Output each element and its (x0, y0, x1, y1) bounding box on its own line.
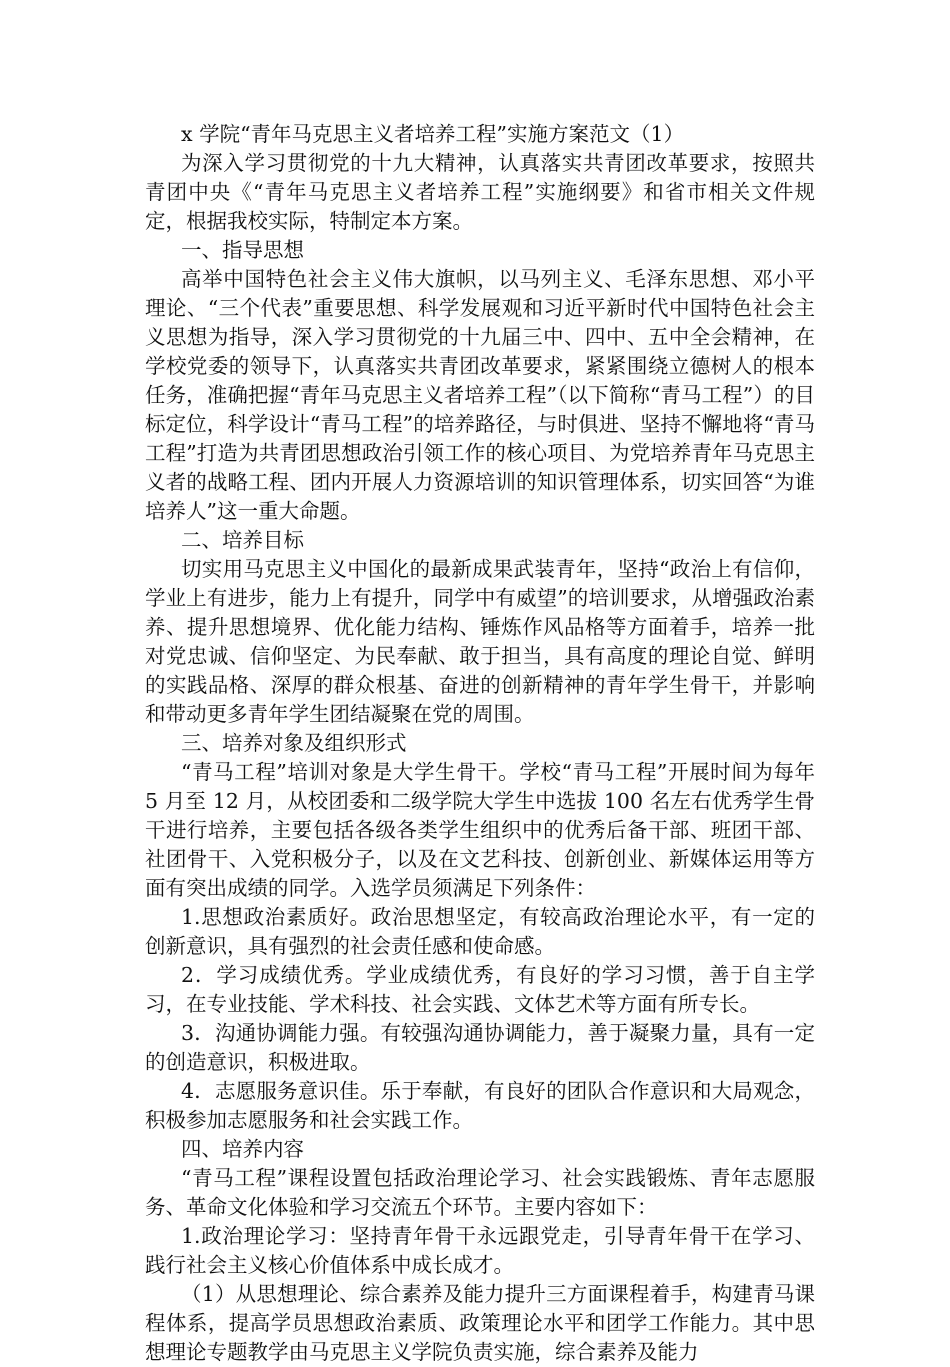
document-body (145, 120, 815, 1367)
paragraph-training-goals: 切实用马克思主义中国化的最新成果武装青年，坚持“政治上有信仰，学业上有进步，能力上有提升，同学中有威望”的培训要求，从增强政治素养、提升思想境界、优化能力结构、锤炼作风品格等方面着手，培养一批对党忠诚、信仰坚定、为民奉献、敢于担当，具有高度的理论自觉、鲜明的实践品格、深厚的群众根基、奋进的创新精神的青年学生骨干，并影响和带动更多青年学生团结凝聚在党的周围。 (145, 557, 815, 726)
paragraph-training-targets: “青马工程”培训对象是大学生骨干。学校“青马工程”开展时间为每年 5 月至 12 月，从校团委和二级学院大学生中选拔 100 名左右优秀学生骨干进行培养，主要包括各级各类学生组织中的优秀后备干部、班团干部、社团骨干、入党积极分子，以及在文艺科技、创新创业、新媒体运用等方面有突出成绩的同学。入选学员须满足下列条件： (145, 760, 815, 900)
paragraph-training-content: “青马工程”课程设置包括政治理论学习、社会实践锻炼、青年志愿服务、革命文化体验和学习交流五个环节。主要内容如下： (145, 1166, 815, 1219)
heading-guiding-ideology: 一、指导思想 (181, 238, 304, 262)
condition-item-4: 4．志愿服务意识佳。乐于奉献，有良好的团队合作意识和大局观念，积极参加志愿服务和社会实践工作。 (145, 1079, 815, 1132)
condition-item-1: 1.思想政治素质好。政治思想坚定，有较高政治理论水平，有一定的创新意识，具有强烈的社会责任感和使命感。 (145, 905, 815, 958)
document-title: x 学院“青年马克思主义者培养工程”实施方案范文（1） (181, 122, 685, 146)
heading-training-goals: 二、培养目标 (181, 528, 304, 552)
heading-training-content: 四、培养内容 (181, 1137, 304, 1161)
condition-item-2: 2．学习成绩优秀。学业成绩优秀，有良好的学习习惯，善于自主学习，在专业技能、学术科技、社会实践、文体艺术等方面有所专长。 (145, 963, 815, 1016)
paragraph-intro: 为深入学习贯彻党的十九大精神，认真落实共青团改革要求，按照共青团中央《“青年马克思主义者培养工程”实施纲要》和省市相关文件规定，根据我校实际，特制定本方案。 (145, 151, 815, 233)
heading-training-targets: 三、培养对象及组织形式 (181, 731, 407, 755)
content-item-1: 1.政治理论学习：坚持青年骨干永远跟党走，引导青年骨干在学习、践行社会主义核心价值体系中成长成才。 (145, 1224, 815, 1277)
condition-item-3: 3．沟通协调能力强。有较强沟通协调能力，善于凝聚力量，具有一定的创造意识，积极进取。 (145, 1021, 815, 1074)
content-subitem-1: （1）从思想理论、综合素养及能力提升三方面课程着手，构建青马课程体系，提高学员思想政治素质、政策理论水平和团学工作能力。其中思想理论专题教学由马克思主义学院负责实施，综合素养及能力 (145, 1282, 815, 1364)
paragraph-guiding-ideology: 高举中国特色社会主义伟大旗帜，以马列主义、毛泽东思想、邓小平理论、“三个代表”重要思想、科学发展观和习近平新时代中国特色社会主义思想为指导，深入学习贯彻党的十九届三中、四中、五中全会精神，在学校党委的领导下，认真落实共青团改革要求，紧紧围绕立德树人的根本任务，准确把握“青年马克思主义者培养工程”（以下简称“青马工程”）的目标定位，科学设计“青马工程”的培养路径，与时俱进、坚持不懈地将“青马工程”打造为共青团思想政治引领工作的核心项目、为党培养青年马克思主义者的战略工程、团内开展人力资源培训的知识管理体系，切实回答“为谁培养人”这一重大命题。 (145, 267, 815, 523)
